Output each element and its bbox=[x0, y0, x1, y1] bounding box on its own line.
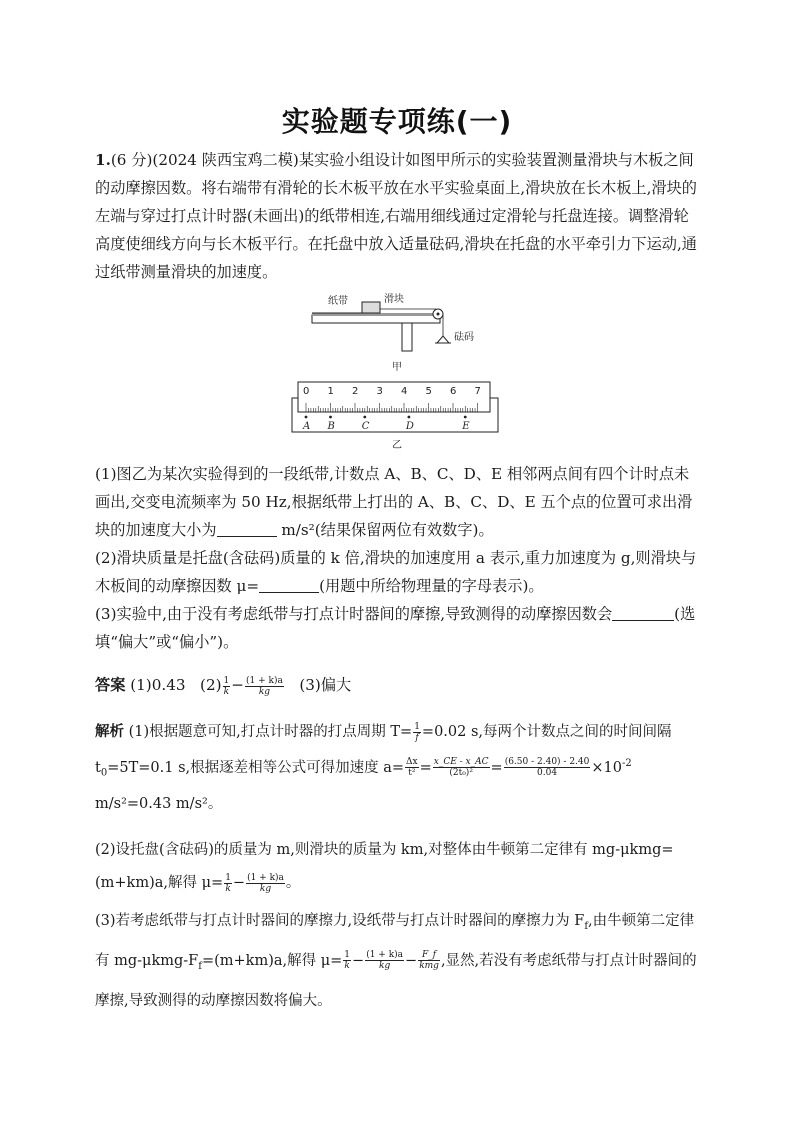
table-leg bbox=[402, 323, 412, 351]
tape-point-label-B: B bbox=[327, 421, 335, 432]
explanation-2: (2)设托盘(含砝码)的质量为 m,则滑块的质量为 km,对整体由牛顿第二定律有 mg-μkmg=(m+km)a,解得 μ= $\frac{1}{k}$ − $\frac{(1 + k)a}{kg}$ 。 bbox=[95, 842, 674, 894]
frac-1-over-f: $\frac{1}{f}$ bbox=[414, 721, 420, 743]
q2-text: (2)滑块质量是托盘(含砝码)质量的 k 倍,滑块的加速度用 a 表示,重力加速度为 g,则滑块与木板间的动摩擦因数 μ= bbox=[95, 549, 697, 595]
q3-answer-blank[interactable] bbox=[612, 604, 674, 621]
answer-frac-1k: $\frac{1}{k}$ bbox=[223, 675, 230, 697]
label-block: 滑块 bbox=[384, 294, 404, 305]
q1-answer-blank[interactable] bbox=[217, 520, 277, 537]
frac-xce-xac: $\frac{x\_CE - x\_AC}{\text{(2t₀)²}}$ bbox=[433, 757, 489, 779]
subquestion-3 bbox=[95, 600, 701, 656]
q1-tail: m/s²(结果保留两位有效数字)。 bbox=[276, 521, 494, 539]
tape-point-C bbox=[363, 416, 366, 419]
answer-label: 答案 bbox=[95, 676, 126, 694]
q1-text: (1)图乙为某次实验得到的一段纸带,计数点 A、B、C、D、E 相邻两点间有四个计时点未画出,交变电流频率为 50 Hz,根据纸带上打出的 A、B、C、D、E 五个点的位置可求出滑块的加速度大小为 bbox=[95, 465, 693, 539]
tray bbox=[437, 336, 449, 343]
ruler-tick-label: 4 bbox=[401, 386, 408, 397]
slider-block bbox=[362, 302, 380, 313]
q3-tail: (选填“偏大”或“偏小”)。 bbox=[95, 605, 696, 651]
answer-block bbox=[95, 671, 701, 699]
tape-point-E bbox=[464, 416, 467, 419]
ruler-tick-label: 3 bbox=[376, 386, 383, 397]
frac-numeric: $\frac{(6.50 - 2.40) - 2.40}{0.04}$ bbox=[504, 757, 590, 779]
tape-point-B bbox=[329, 416, 332, 419]
answer-minus: − bbox=[231, 676, 245, 694]
explanation-1: 解析 (1)根据题意可知,打点计时器的打点周期 T= $\frac{1}{f}$ =0.02 s,每两个计数点之间的时间间隔 $t_0=5T=0.1$ s,根据逐差相等公式可得加速度 a= $\frac{\Delta x}{\text{t²}}$ = $\frac{x\_CE - x\_AC}{\text{(2t₀)²}}$ = $\frac{(6.50 - 2.40) - 2.40}{0.04}$ $\times 10^{-2}$ m/s²=0.43 m/s²。 bbox=[95, 721, 672, 812]
tape-point-D bbox=[408, 416, 411, 419]
page-title: 实验题专项练(一) bbox=[281, 105, 513, 138]
experiment-figure bbox=[290, 290, 510, 460]
frac-1k-e3: $\frac{1}{k}$ bbox=[344, 950, 351, 972]
subquestion-2 bbox=[95, 544, 701, 600]
q3-text: (3)实验中,由于没有考虑纸带与打点计时器间的摩擦,导致测得的动摩擦因数会 bbox=[95, 605, 613, 623]
caption-a: 甲 bbox=[392, 362, 402, 373]
question-text: 某实验小组设计如图甲所示的实验装置测量滑块与木板之间的动摩擦因数。将右端带有滑轮的长木板平放在水平实验桌面上,滑块放在长木板上,滑块的左端与穿过打点计时器(未画出)的纸带相连,右端用细线通过定滑轮与托盘连接。调整滑轮高度使细线方向与长木板平行。在托盘中放入适量砝码,滑块在托盘的水平牵引力下运动,通过纸带测量滑块的加速度。 bbox=[95, 151, 697, 281]
caption-b: 乙 bbox=[392, 440, 402, 451]
frac-ka-e2: $\frac{(1 + k)a}{kg}$ bbox=[247, 872, 284, 894]
explain-label: 解析 bbox=[95, 723, 124, 740]
ruler-tick-label: 1 bbox=[327, 386, 334, 397]
q2-tail: (用题中所给物理量的字母表示)。 bbox=[319, 577, 544, 595]
question-stem bbox=[95, 146, 701, 286]
frac-ff-kmg: $\frac{F\_f}{\text{kmg}}$ bbox=[419, 950, 439, 972]
answer-2-prefix: (2) bbox=[200, 676, 222, 694]
label-weight: 砝码 bbox=[454, 332, 474, 343]
long-board bbox=[312, 315, 440, 323]
explanation-3: (3)若考虑纸带与打点计时器间的摩擦力,设纸带与打点计时器间的摩擦力为 $F_f$,由牛顿第二定律有 $mg-\mu kmg-F_f=(m+km)a$,解得 μ= $\frac{1}{k}$ − $\frac{(1 + k)a}{kg}$ − $\frac{F\_f}{\text{kmg}}$ ,显然,若没有考虑纸带与打点计时器间的摩擦,导致测得的动摩擦因数将偏大。 bbox=[95, 913, 697, 1009]
ruler-tick-label: 7 bbox=[474, 386, 481, 397]
answer-frac-ka: $\frac{(1 + k)a}{kg}$ bbox=[246, 675, 283, 697]
tape-point-A bbox=[305, 416, 308, 419]
ruler-tick-label: 2 bbox=[352, 386, 359, 397]
tape-point-label-C: C bbox=[361, 421, 370, 432]
tape-point-label-E: E bbox=[462, 421, 470, 432]
answer-1: (1)0.43 bbox=[125, 676, 186, 694]
question-number: 1. bbox=[95, 151, 111, 169]
ruler-tick-label: 0 bbox=[303, 386, 310, 397]
frac-ka-e3: $\frac{(1 + k)a}{kg}$ bbox=[366, 950, 404, 972]
tape-point-label-A: A bbox=[303, 421, 311, 432]
frac-1k-e2: $\frac{1}{k}$ bbox=[225, 872, 231, 894]
tape-point-label-D: D bbox=[405, 421, 414, 432]
q2-answer-blank[interactable] bbox=[259, 576, 319, 593]
answer-3: (3)偏大 bbox=[299, 676, 352, 694]
subquestion-1 bbox=[95, 460, 701, 544]
ruler-tick-label: 6 bbox=[450, 386, 457, 397]
frac-dx-t2: $\frac{\Delta x}{\text{t²}}$ bbox=[406, 757, 418, 779]
label-tape: 纸带 bbox=[328, 296, 348, 307]
question-meta: (6 分)(2024 陕西宝鸡二模) bbox=[110, 151, 299, 169]
ruler-tick-label: 5 bbox=[425, 386, 432, 397]
